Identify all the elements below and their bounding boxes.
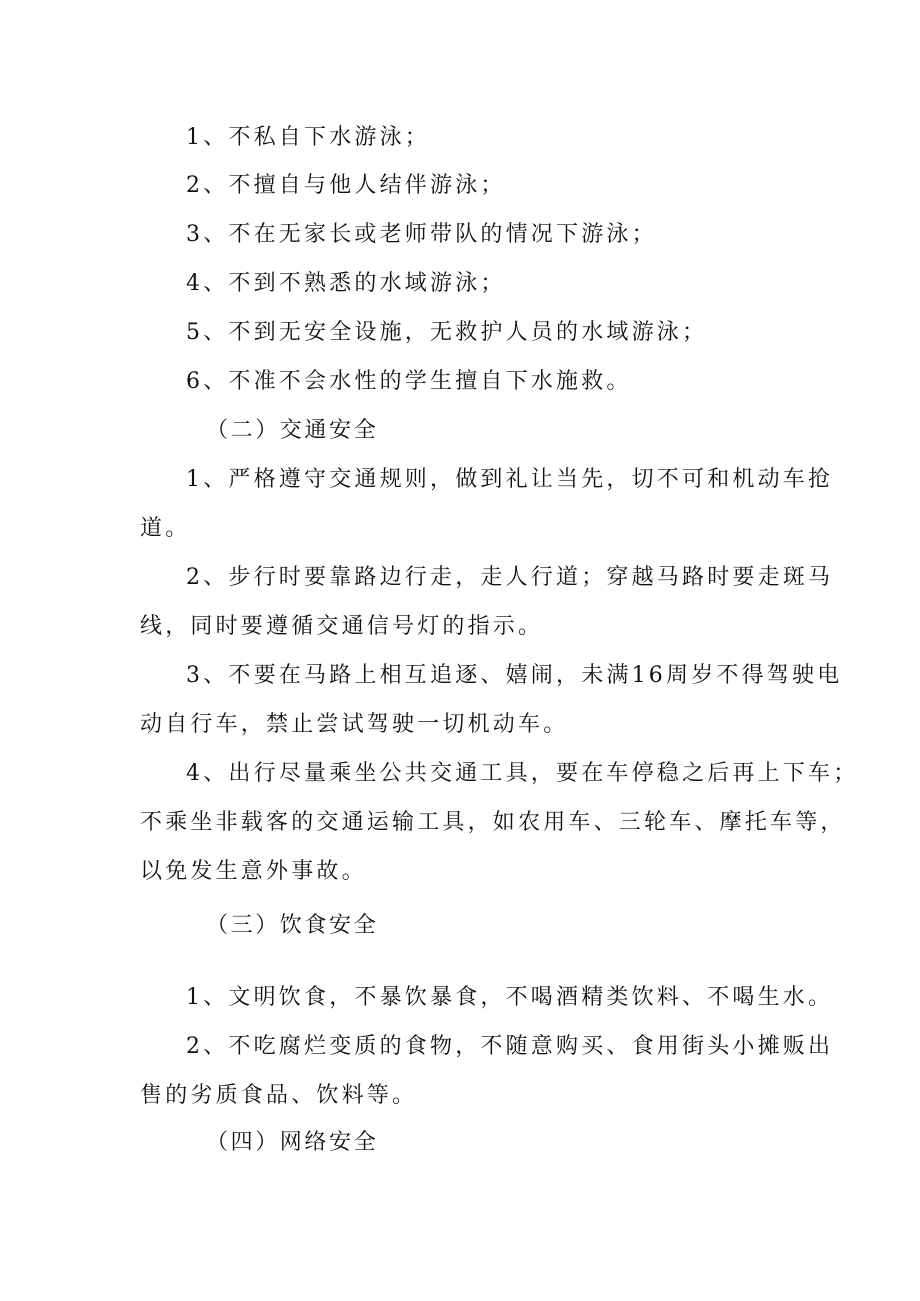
food-heading: （三）饮食安全 [206,913,379,938]
swimming-rule-3: 3、不在无家长或老师带队的情况下游泳； [186,222,657,247]
swimming-rule-6: 6、不准不会水性的学生擅自下水施救。 [186,369,632,394]
swimming-rule-2: 2、不擅自与他人结伴游泳； [186,173,506,198]
swimming-rule-5: 5、不到无安全设施，无救护人员的水域游泳； [186,320,708,345]
traffic-item-2-line-1: 2、步行时要靠路边行走，走人行道；穿越马路时要走斑马 [186,565,834,590]
swimming-rule-4: 4、不到不熟悉的水域游泳； [186,271,506,296]
traffic-item-3-line-2: 动自行车，禁止尝试驾驶一切机动车。 [140,712,569,737]
traffic-item-4-line-2: 不乘坐非载客的交通运输工具，如农用车、三轮车、摩托车等， [140,810,846,835]
traffic-item-1-line-2: 道。 [140,516,191,541]
traffic-item-2-line-2: 线，同时要遵循交通信号灯的指示。 [140,614,544,639]
traffic-item-4-line-1: 4、出行尽量乘坐公共交通工具，要在车停稳之后再上下车； [186,761,859,786]
food-item-2-line-2: 售的劣质食品、饮料等。 [140,1083,418,1108]
traffic-heading: （二）交通安全 [206,418,379,443]
food-item-2-line-1: 2、不吃腐烂变质的食物，不随意购买、食用街头小摊贩出 [186,1034,834,1059]
traffic-item-4-line-3: 以免发生意外事故。 [140,859,367,884]
swimming-rule-1: 1、不私自下水游泳； [186,125,430,150]
network-heading: （四）网络安全 [206,1130,379,1155]
traffic-item-3-line-1: 3、不要在马路上相互追逐、嬉闹，未满16周岁不得驾驶电 [186,663,843,688]
food-item-1-line-1: 1、文明饮食，不暴饮暴食，不喝酒精类饮料、不喝生水。 [186,985,834,1010]
traffic-item-1-line-1: 1、严格遵守交通规则，做到礼让当先，切不可和机动车抢 [186,467,834,492]
